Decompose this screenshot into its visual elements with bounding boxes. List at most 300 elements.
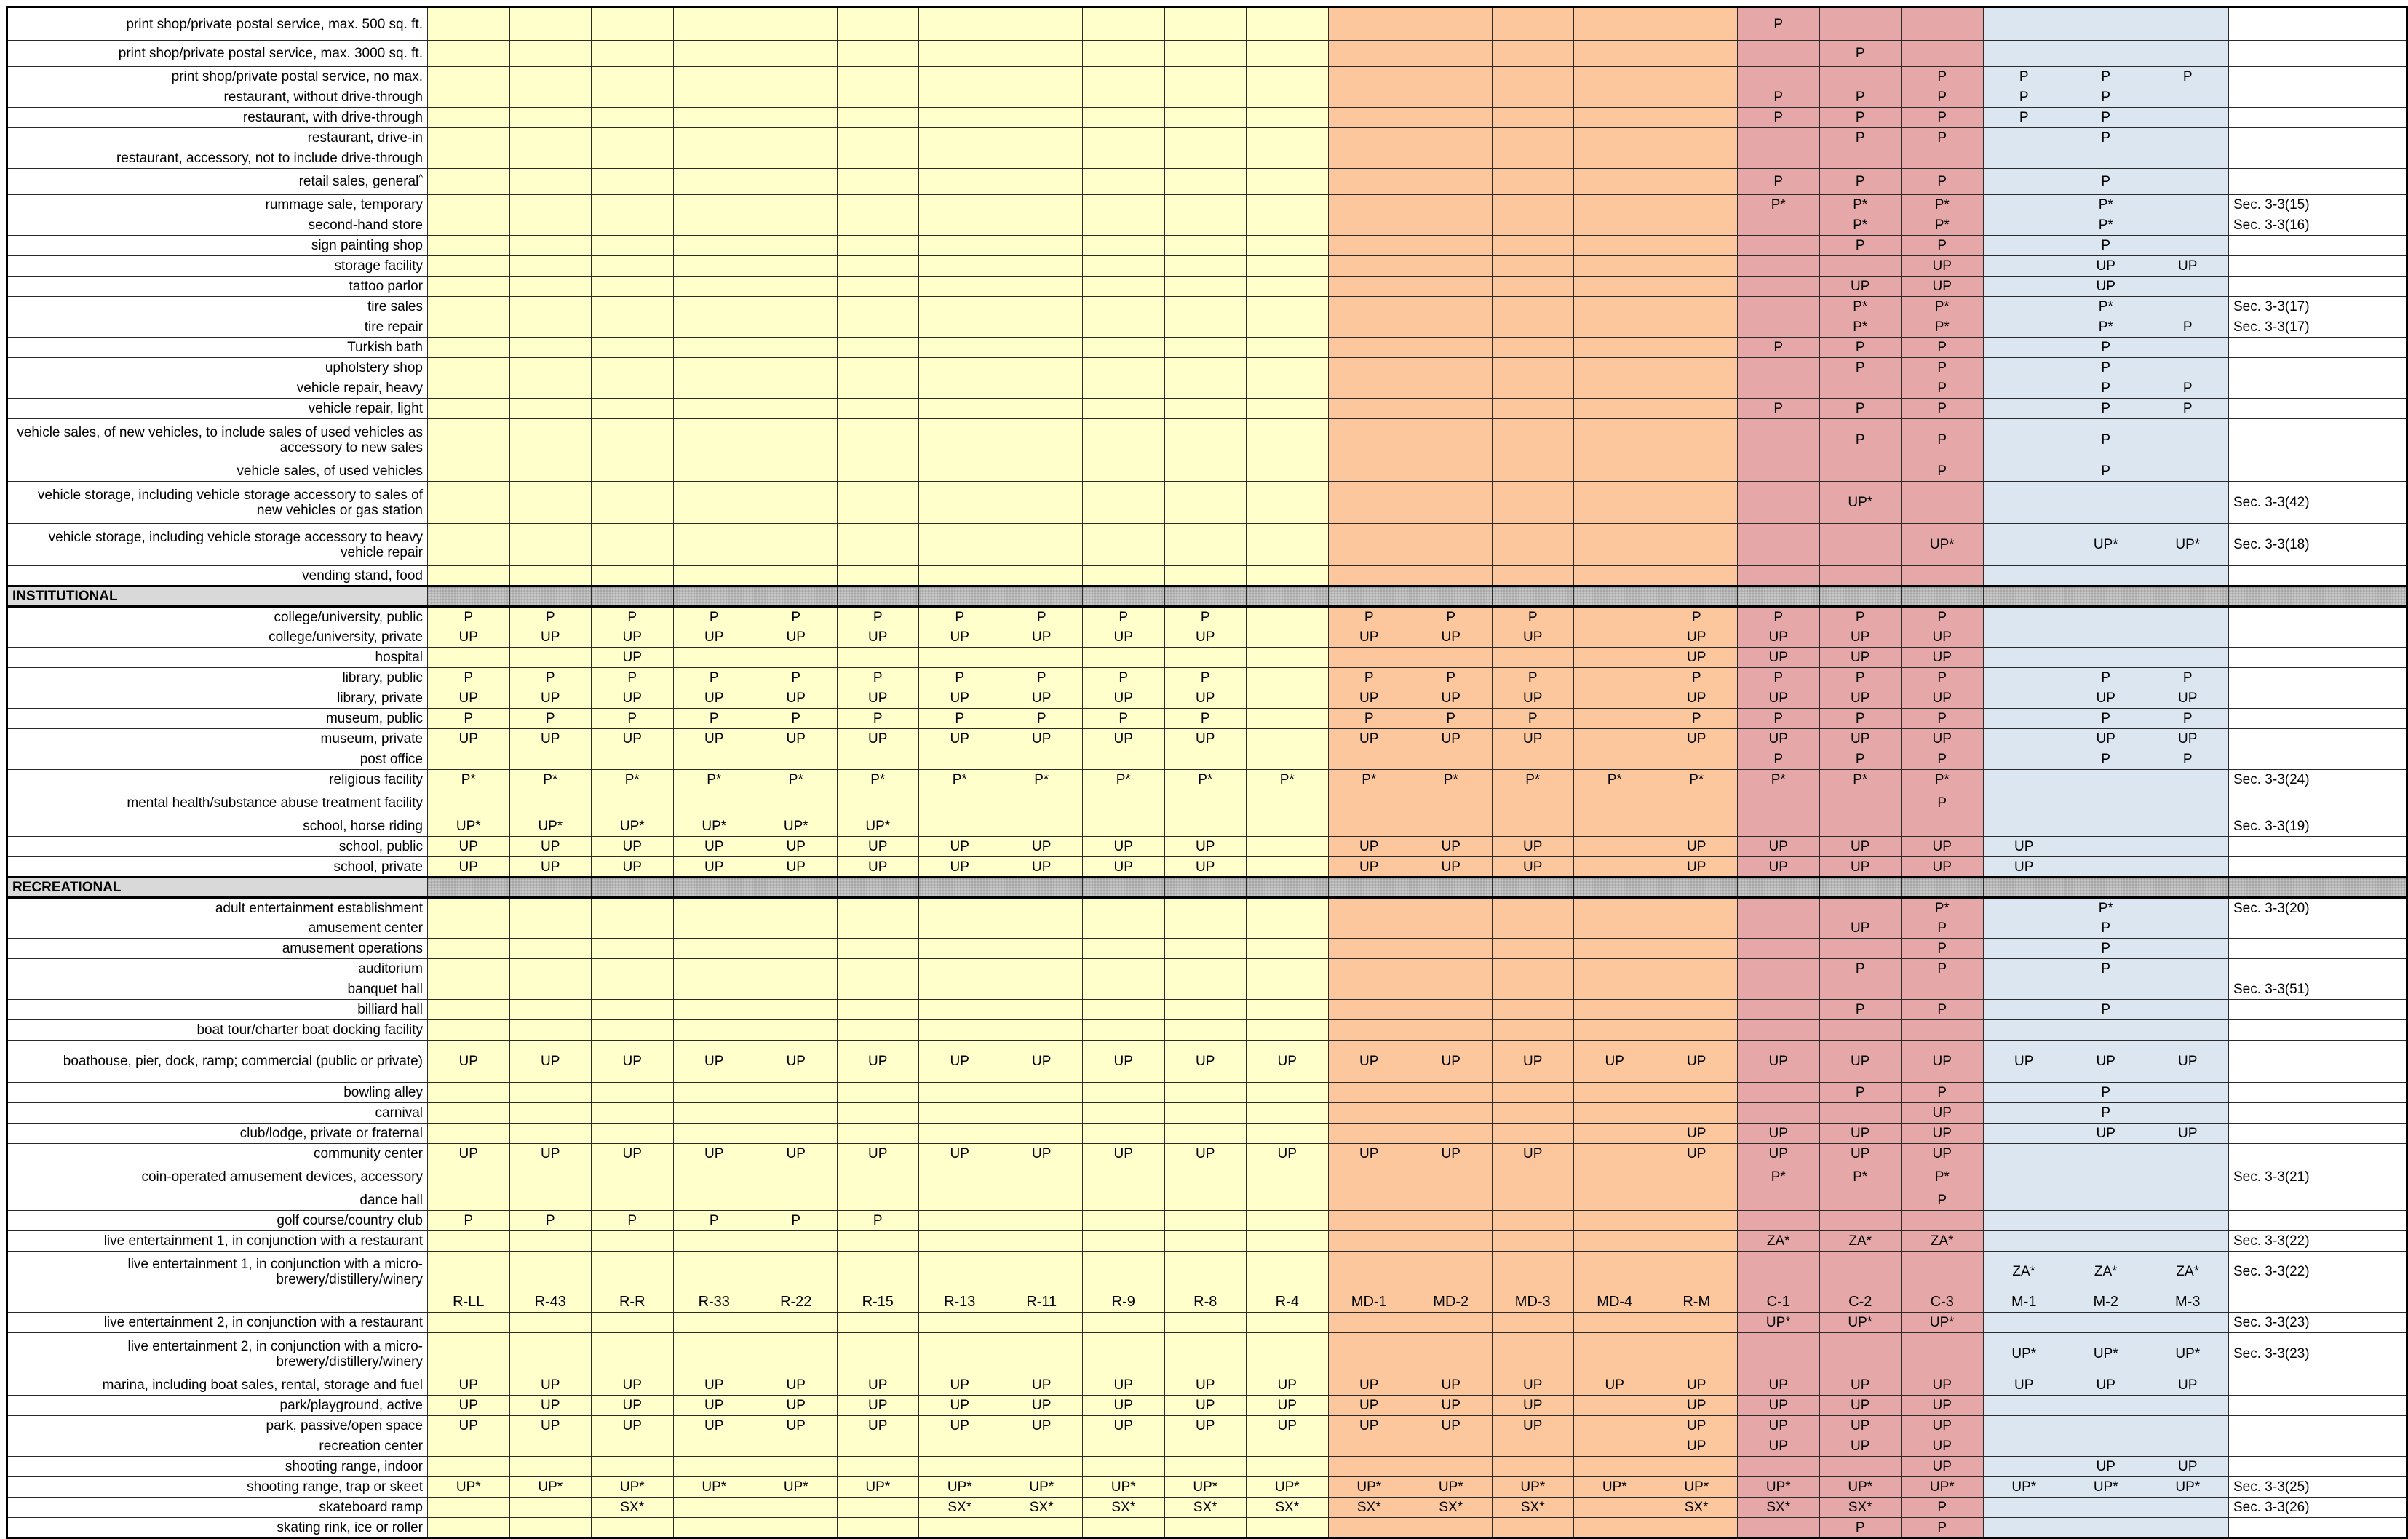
use-label-text: live entertainment 1, in conjunction with a micro-brewery/distillery/winery bbox=[127, 1256, 423, 1287]
permission-cell-c-1: UP bbox=[1738, 1041, 1820, 1083]
permission-cell-m-3: P bbox=[2147, 749, 2229, 770]
section-band-cell bbox=[1001, 878, 1083, 898]
permission-cell-r-8: P bbox=[1164, 709, 1247, 729]
section-band-cell bbox=[2147, 586, 2229, 607]
permission-cell-m-1 bbox=[1983, 1144, 2065, 1164]
permission-cell-r-r bbox=[592, 256, 674, 277]
use-label bbox=[7, 169, 428, 195]
permission-cell-r-ll bbox=[428, 959, 510, 979]
permission-cell-md-2 bbox=[1410, 1190, 1493, 1211]
permission-cell-m-3 bbox=[2147, 837, 2229, 857]
permission-cell-r-43 bbox=[509, 790, 592, 816]
section-band-cell bbox=[1574, 878, 1656, 898]
permission-cell-m-1: UP bbox=[1983, 1041, 2065, 1083]
permission-cell-m-3: P bbox=[2147, 67, 2229, 87]
permission-cell-md-4 bbox=[1574, 256, 1656, 277]
code-reference: Sec. 3-3(20) bbox=[2229, 898, 2407, 918]
permission-cell-c-3: UP bbox=[1902, 1457, 1984, 1477]
permission-cell-r-22: UP* bbox=[755, 1477, 838, 1498]
permission-cell-r-33 bbox=[673, 358, 755, 378]
permission-cell-md-3 bbox=[1492, 790, 1574, 816]
permission-cell-m-3: UP bbox=[2147, 1457, 2229, 1477]
use-label bbox=[7, 959, 428, 979]
permission-cell-r-43 bbox=[509, 1231, 592, 1252]
use-label-text: school, private bbox=[333, 859, 423, 875]
permission-cell-r-m bbox=[1656, 215, 1738, 236]
code-reference bbox=[2229, 1457, 2407, 1477]
permission-cell-c-1 bbox=[1738, 1000, 1820, 1020]
permission-cell-r-22 bbox=[755, 566, 838, 586]
permission-cell-c-3 bbox=[1902, 41, 1984, 67]
permission-cell-c-2: P bbox=[1819, 399, 1902, 419]
permission-cell-r-8 bbox=[1164, 1518, 1247, 1538]
permission-cell-r-4: UP bbox=[1247, 1041, 1329, 1083]
permission-cell-r-r bbox=[592, 898, 674, 918]
permission-cell-c-1: P bbox=[1738, 399, 1820, 419]
permission-cell-r-9 bbox=[1083, 566, 1165, 586]
permission-cell-r-ll bbox=[428, 1083, 510, 1103]
use-label bbox=[7, 419, 428, 461]
permission-cell-m-3 bbox=[2147, 1231, 2229, 1252]
permission-cell-m-1 bbox=[1983, 668, 2065, 688]
permission-cell-c-2: P* bbox=[1819, 770, 1902, 790]
permission-cell-c-3: P bbox=[1902, 378, 1984, 399]
permission-cell-r-11: P bbox=[1001, 709, 1083, 729]
permission-cell-r-33: UP bbox=[673, 729, 755, 749]
permission-cell-r-11 bbox=[1001, 461, 1083, 482]
permission-cell-r-15 bbox=[837, 1190, 919, 1211]
permission-cell-r-43 bbox=[509, 1103, 592, 1124]
permission-cell-r-13 bbox=[919, 236, 1001, 256]
permission-cell-m-3 bbox=[2147, 918, 2229, 939]
permission-cell-md-4 bbox=[1574, 128, 1656, 148]
use-row bbox=[7, 1518, 2407, 1538]
use-row bbox=[7, 607, 2407, 627]
permission-cell-m-3 bbox=[2147, 482, 2229, 524]
permission-cell-c-3: UP bbox=[1902, 1144, 1984, 1164]
permission-cell-c-1 bbox=[1738, 67, 1820, 87]
code-reference bbox=[2229, 837, 2407, 857]
permission-cell-md-2: UP bbox=[1410, 857, 1493, 878]
permission-cell-m-3 bbox=[2147, 979, 2229, 1000]
permission-cell-c-1: P bbox=[1738, 7, 1820, 41]
permission-cell-md-1 bbox=[1328, 277, 1410, 297]
permission-cell-r-13 bbox=[919, 1252, 1001, 1292]
permission-cell-c-3 bbox=[1902, 816, 1984, 837]
use-label bbox=[7, 1103, 428, 1124]
permission-cell-r-11 bbox=[1001, 648, 1083, 668]
permission-cell-m-2: P bbox=[2065, 419, 2147, 461]
permission-cell-r-9 bbox=[1083, 1164, 1165, 1190]
permission-cell-r-13: UP bbox=[919, 857, 1001, 878]
permission-cell-r-m: UP bbox=[1656, 1144, 1738, 1164]
permission-cell-m-3 bbox=[2147, 1518, 2229, 1538]
permission-cell-m-3 bbox=[2147, 195, 2229, 215]
use-label bbox=[7, 1436, 428, 1457]
permission-cell-r-r bbox=[592, 979, 674, 1000]
permission-cell-r-r bbox=[592, 939, 674, 959]
use-row bbox=[7, 108, 2407, 128]
permission-cell-md-1 bbox=[1328, 419, 1410, 461]
permission-cell-r-4 bbox=[1247, 1020, 1329, 1041]
use-label-text: religious facility bbox=[329, 772, 423, 787]
use-label-text: golf course/country club bbox=[277, 1213, 423, 1228]
permission-cell-md-3 bbox=[1492, 7, 1574, 41]
permission-cell-m-3 bbox=[2147, 148, 2229, 169]
permission-cell-r-15 bbox=[837, 1457, 919, 1477]
permission-cell-md-1: UP bbox=[1328, 1144, 1410, 1164]
permission-cell-r-22 bbox=[755, 128, 838, 148]
permission-cell-r-11 bbox=[1001, 1231, 1083, 1252]
permission-cell-md-2: UP* bbox=[1410, 1477, 1493, 1498]
permission-cell-md-2 bbox=[1410, 898, 1493, 918]
permission-cell-r-ll: P bbox=[428, 1211, 510, 1231]
permission-cell-md-4 bbox=[1574, 148, 1656, 169]
permission-cell-r-11: SX* bbox=[1001, 1498, 1083, 1518]
permission-cell-r-ll bbox=[428, 648, 510, 668]
permission-cell-r-m bbox=[1656, 378, 1738, 399]
permission-cell-r-8 bbox=[1164, 1436, 1247, 1457]
permission-cell-r-15 bbox=[837, 338, 919, 358]
use-label bbox=[7, 195, 428, 215]
permission-cell-c-3 bbox=[1902, 7, 1984, 41]
permission-cell-m-2 bbox=[2065, 1164, 2147, 1190]
permission-cell-c-1: P* bbox=[1738, 195, 1820, 215]
permission-cell-md-1 bbox=[1328, 67, 1410, 87]
permission-cell-r-4 bbox=[1247, 1252, 1329, 1292]
section-band-cell bbox=[1083, 586, 1165, 607]
permission-cell-r-22 bbox=[755, 1457, 838, 1477]
use-label-text: vehicle repair, light bbox=[308, 401, 423, 416]
section-band-cell bbox=[1738, 586, 1820, 607]
permission-cell-r-15 bbox=[837, 67, 919, 87]
permission-cell-r-11 bbox=[1001, 236, 1083, 256]
permission-cell-c-2: UP bbox=[1819, 729, 1902, 749]
permission-cell-r-4 bbox=[1247, 566, 1329, 586]
permission-cell-md-2 bbox=[1410, 87, 1493, 108]
code-reference: Sec. 3-3(18) bbox=[2229, 524, 2407, 566]
permission-cell-md-2 bbox=[1410, 959, 1493, 979]
permission-cell-r-22: UP bbox=[755, 729, 838, 749]
permission-cell-m-2: P bbox=[2065, 169, 2147, 195]
permission-cell-m-2 bbox=[2065, 607, 2147, 627]
permission-cell-md-2 bbox=[1410, 1164, 1493, 1190]
permission-cell-m-3 bbox=[2147, 607, 2229, 627]
permission-cell-md-1 bbox=[1328, 108, 1410, 128]
permission-cell-r-9: P bbox=[1083, 668, 1165, 688]
code-reference bbox=[2229, 169, 2407, 195]
permission-cell-c-2 bbox=[1819, 1211, 1902, 1231]
permission-cell-md-4 bbox=[1574, 1333, 1656, 1375]
permission-cell-r-22 bbox=[755, 1164, 838, 1190]
permission-cell-r-4 bbox=[1247, 7, 1329, 41]
permission-cell-r-8 bbox=[1164, 1313, 1247, 1333]
use-row bbox=[7, 256, 2407, 277]
permission-cell-r-m bbox=[1656, 317, 1738, 338]
permission-cell-r-11 bbox=[1001, 7, 1083, 41]
permission-cell-r-r: UP bbox=[592, 1396, 674, 1416]
permission-cell-c-3: P* bbox=[1902, 317, 1984, 338]
permission-cell-r-11: UP bbox=[1001, 1396, 1083, 1416]
permission-cell-m-2: UP bbox=[2065, 256, 2147, 277]
permission-cell-r-4 bbox=[1247, 816, 1329, 837]
permission-cell-r-15 bbox=[837, 7, 919, 41]
permission-cell-md-2 bbox=[1410, 1313, 1493, 1333]
permission-cell-md-3 bbox=[1492, 898, 1574, 918]
permission-cell-r-22 bbox=[755, 790, 838, 816]
permission-cell-r-9: UP* bbox=[1083, 1477, 1165, 1498]
permission-cell-m-3 bbox=[2147, 1020, 2229, 1041]
permission-cell-r-11 bbox=[1001, 1083, 1083, 1103]
use-label-text: post office bbox=[359, 752, 423, 767]
permission-cell-md-2 bbox=[1410, 41, 1493, 67]
permission-cell-r-r: UP bbox=[592, 1375, 674, 1396]
use-label-text: print shop/private postal service, no max. bbox=[171, 69, 423, 84]
permission-cell-r-15 bbox=[837, 297, 919, 317]
permission-cell-c-2: UP bbox=[1819, 1396, 1902, 1416]
permission-cell-r-11: UP bbox=[1001, 1375, 1083, 1396]
permission-cell-m-3 bbox=[2147, 1211, 2229, 1231]
permission-cell-c-2 bbox=[1819, 1190, 1902, 1211]
use-row bbox=[7, 277, 2407, 297]
permission-cell-r-11 bbox=[1001, 1518, 1083, 1538]
use-label-text: museum, private bbox=[320, 731, 423, 747]
permission-cell-m-1 bbox=[1983, 169, 2065, 195]
permission-cell-md-3 bbox=[1492, 87, 1574, 108]
permission-cell-c-3: ZA* bbox=[1902, 1231, 1984, 1252]
permission-cell-r-33 bbox=[673, 256, 755, 277]
permission-cell-c-3: UP bbox=[1902, 729, 1984, 749]
permission-cell-r-9 bbox=[1083, 1457, 1165, 1477]
use-label-text: vehicle storage, including vehicle storage accessory to sales of new vehicles or gas station bbox=[37, 487, 423, 518]
permission-cell-r-4 bbox=[1247, 41, 1329, 67]
section-band-cell bbox=[1492, 878, 1574, 898]
permission-cell-r-r bbox=[592, 1231, 674, 1252]
permission-cell-r-8 bbox=[1164, 399, 1247, 419]
permission-cell-r-13 bbox=[919, 419, 1001, 461]
permission-cell-c-1: UP bbox=[1738, 837, 1820, 857]
use-row bbox=[7, 790, 2407, 816]
permission-cell-r-4 bbox=[1247, 1518, 1329, 1538]
permission-cell-m-2: UP bbox=[2065, 1375, 2147, 1396]
permission-cell-r-33: P bbox=[673, 709, 755, 729]
permission-cell-m-1: UP* bbox=[1983, 1333, 2065, 1375]
permission-cell-r-9 bbox=[1083, 1211, 1165, 1231]
permission-cell-md-3 bbox=[1492, 1313, 1574, 1333]
permission-cell-r-m bbox=[1656, 1252, 1738, 1292]
permission-cell-r-33 bbox=[673, 169, 755, 195]
permission-cell-m-1 bbox=[1983, 1124, 2065, 1144]
permission-cell-md-2: UP bbox=[1410, 1144, 1493, 1164]
permission-cell-c-2: P bbox=[1819, 108, 1902, 128]
permission-cell-md-2 bbox=[1410, 1231, 1493, 1252]
section-band-cell bbox=[1902, 586, 1984, 607]
permission-cell-md-3 bbox=[1492, 378, 1574, 399]
permission-cell-r-r bbox=[592, 277, 674, 297]
permission-cell-r-11 bbox=[1001, 358, 1083, 378]
permission-cell-m-2: P bbox=[2065, 108, 2147, 128]
permission-cell-md-3: UP bbox=[1492, 729, 1574, 749]
permission-cell-c-3: UP bbox=[1902, 1124, 1984, 1144]
permission-cell-r-ll: P bbox=[428, 607, 510, 627]
permission-cell-r-43 bbox=[509, 898, 592, 918]
permission-cell-c-2: UP bbox=[1819, 1124, 1902, 1144]
permission-cell-r-43 bbox=[509, 1457, 592, 1477]
code-reference bbox=[2229, 1190, 2407, 1211]
permission-cell-r-8 bbox=[1164, 979, 1247, 1000]
permission-cell-md-4 bbox=[1574, 898, 1656, 918]
permission-cell-r-22: UP bbox=[755, 1416, 838, 1436]
permission-cell-r-4 bbox=[1247, 1000, 1329, 1020]
use-label-text: library, public bbox=[342, 670, 423, 685]
permission-cell-r-8: UP bbox=[1164, 1375, 1247, 1396]
permission-cell-r-ll bbox=[428, 1518, 510, 1538]
permission-cell-r-11 bbox=[1001, 816, 1083, 837]
permission-cell-c-2: UP* bbox=[1819, 482, 1902, 524]
permission-cell-m-2 bbox=[2065, 790, 2147, 816]
use-label bbox=[7, 1124, 428, 1144]
use-row bbox=[7, 1396, 2407, 1416]
permission-cell-c-3: P bbox=[1902, 709, 1984, 729]
permission-cell-r-r bbox=[592, 461, 674, 482]
section-band-cell bbox=[1247, 586, 1329, 607]
permission-cell-r-43 bbox=[509, 1000, 592, 1020]
permission-cell-md-3 bbox=[1492, 1164, 1574, 1190]
permission-cell-r-r bbox=[592, 1436, 674, 1457]
permission-cell-c-2 bbox=[1819, 1333, 1902, 1375]
permission-cell-r-11 bbox=[1001, 1164, 1083, 1190]
permission-cell-r-15 bbox=[837, 1313, 919, 1333]
use-label-text: billiard hall bbox=[357, 1002, 423, 1017]
permission-cell-r-m bbox=[1656, 148, 1738, 169]
code-reference bbox=[2229, 1211, 2407, 1231]
permission-cell-md-4 bbox=[1574, 1144, 1656, 1164]
permission-cell-r-9 bbox=[1083, 7, 1165, 41]
permission-cell-r-ll: P bbox=[428, 709, 510, 729]
permission-cell-r-4: UP bbox=[1247, 1144, 1329, 1164]
permission-cell-r-ll bbox=[428, 277, 510, 297]
permission-cell-r-m: P bbox=[1656, 607, 1738, 627]
permission-cell-md-1 bbox=[1328, 215, 1410, 236]
permission-cell-r-r bbox=[592, 566, 674, 586]
permission-cell-r-22 bbox=[755, 979, 838, 1000]
code-reference bbox=[2229, 627, 2407, 648]
permission-cell-r-m: UP bbox=[1656, 857, 1738, 878]
permission-cell-c-1: P bbox=[1738, 87, 1820, 108]
section-heading: INSTITUTIONAL bbox=[7, 586, 428, 607]
code-reference bbox=[2229, 148, 2407, 169]
permission-cell-md-3: P bbox=[1492, 668, 1574, 688]
permission-cell-m-2 bbox=[2065, 482, 2147, 524]
permission-cell-c-1 bbox=[1738, 898, 1820, 918]
permission-cell-r-r bbox=[592, 1457, 674, 1477]
permission-cell-r-11 bbox=[1001, 1252, 1083, 1292]
permission-cell-c-1 bbox=[1738, 461, 1820, 482]
permission-cell-r-ll bbox=[428, 1333, 510, 1375]
permission-cell-c-1: UP bbox=[1738, 1144, 1820, 1164]
permission-cell-c-1: UP bbox=[1738, 1396, 1820, 1416]
permission-cell-r-33 bbox=[673, 939, 755, 959]
use-row bbox=[7, 857, 2407, 878]
permission-cell-m-3 bbox=[2147, 959, 2229, 979]
permission-cell-md-2 bbox=[1410, 7, 1493, 41]
permission-cell-r-4 bbox=[1247, 1083, 1329, 1103]
permission-cell-md-4 bbox=[1574, 169, 1656, 195]
permission-cell-r-22: UP bbox=[755, 627, 838, 648]
permission-cell-c-2: P* bbox=[1819, 1164, 1902, 1190]
permission-cell-r-m bbox=[1656, 1211, 1738, 1231]
permission-cell-r-22 bbox=[755, 195, 838, 215]
permission-cell-m-3 bbox=[2147, 1416, 2229, 1436]
permission-cell-c-1 bbox=[1738, 297, 1820, 317]
permission-cell-r-8 bbox=[1164, 7, 1247, 41]
permission-cell-c-2: UP bbox=[1819, 1416, 1902, 1436]
permission-cell-r-33 bbox=[673, 482, 755, 524]
permission-cell-r-33: P bbox=[673, 1211, 755, 1231]
permission-cell-m-2: P bbox=[2065, 1103, 2147, 1124]
permission-cell-m-2 bbox=[2065, 627, 2147, 648]
permission-cell-md-4 bbox=[1574, 482, 1656, 524]
code-reference bbox=[2229, 256, 2407, 277]
use-row bbox=[7, 41, 2407, 67]
permission-cell-r-8 bbox=[1164, 236, 1247, 256]
permission-cell-m-1 bbox=[1983, 1020, 2065, 1041]
permission-cell-r-33 bbox=[673, 959, 755, 979]
permission-cell-r-22 bbox=[755, 1518, 838, 1538]
permission-cell-md-4 bbox=[1574, 67, 1656, 87]
permission-cell-m-2 bbox=[2065, 148, 2147, 169]
permission-cell-r-33: UP bbox=[673, 1041, 755, 1083]
permission-cell-r-22 bbox=[755, 256, 838, 277]
permission-cell-r-m bbox=[1656, 7, 1738, 41]
permission-cell-r-15 bbox=[837, 358, 919, 378]
permission-cell-md-1 bbox=[1328, 749, 1410, 770]
use-row bbox=[7, 1041, 2407, 1083]
permission-cell-r-9 bbox=[1083, 358, 1165, 378]
permission-cell-m-1 bbox=[1983, 1436, 2065, 1457]
permission-cell-c-1 bbox=[1738, 816, 1820, 837]
use-label-text: park, passive/open space bbox=[266, 1418, 423, 1433]
permission-cell-m-3 bbox=[2147, 236, 2229, 256]
use-label bbox=[7, 1164, 428, 1190]
permission-cell-r-13 bbox=[919, 7, 1001, 41]
permission-cell-r-4 bbox=[1247, 419, 1329, 461]
permission-cell-c-3: UP* bbox=[1902, 1477, 1984, 1498]
permission-cell-c-1: P bbox=[1738, 169, 1820, 195]
permission-cell-r-22 bbox=[755, 1498, 838, 1518]
permission-cell-c-2: UP bbox=[1819, 648, 1902, 668]
permission-cell-r-33 bbox=[673, 1020, 755, 1041]
permission-cell-md-2 bbox=[1410, 128, 1493, 148]
permission-cell-r-11: P* bbox=[1001, 770, 1083, 790]
section-band-cell bbox=[592, 878, 674, 898]
permission-cell-r-4: UP bbox=[1247, 1396, 1329, 1416]
permission-cell-c-2 bbox=[1819, 148, 1902, 169]
permission-cell-r-22: P bbox=[755, 668, 838, 688]
use-label bbox=[7, 1375, 428, 1396]
permission-cell-m-1 bbox=[1983, 128, 2065, 148]
permission-cell-md-2 bbox=[1410, 482, 1493, 524]
permission-cell-r-11: UP bbox=[1001, 1416, 1083, 1436]
zone-header-r-11: R-11 bbox=[1001, 1292, 1083, 1313]
permission-cell-r-13 bbox=[919, 648, 1001, 668]
permission-cell-md-1 bbox=[1328, 1083, 1410, 1103]
permission-cell-md-1 bbox=[1328, 297, 1410, 317]
permission-cell-r-22 bbox=[755, 67, 838, 87]
permission-cell-md-2 bbox=[1410, 317, 1493, 338]
permission-cell-m-1 bbox=[1983, 1518, 2065, 1538]
permission-cell-r-15: UP bbox=[837, 1375, 919, 1396]
